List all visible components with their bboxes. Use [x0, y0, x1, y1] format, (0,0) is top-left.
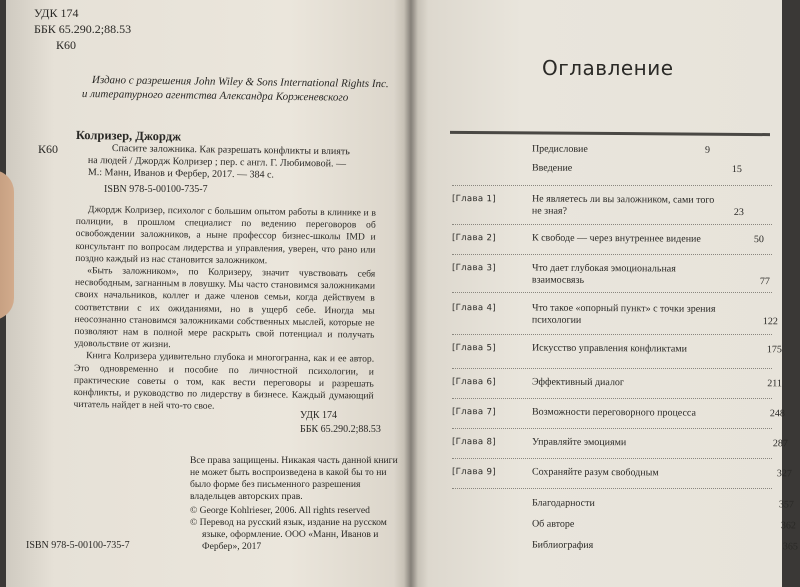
toc-item: [452, 162, 782, 194]
toc-item: [451, 406, 785, 438]
toc-item-name: Предисловие: [531, 143, 588, 155]
toc-page-number: 15: [731, 163, 742, 176]
toc-page-number: 23: [733, 206, 744, 219]
toc-separator: [452, 292, 772, 293]
toc-page-number: 175: [766, 344, 782, 356]
toc-separator: [452, 458, 772, 459]
toc-page-number: 122: [762, 316, 778, 328]
toc-separator: [452, 334, 772, 335]
toc-page-number: 248: [769, 408, 785, 420]
toc-page-number: 357: [778, 499, 794, 511]
copyright-line-1: © George Kohlrieser, 2006. All rights reserved: [190, 505, 370, 516]
toc-separator: [452, 254, 772, 255]
toc-chapter-label: [Глава 7]: [451, 406, 496, 418]
author-heading: Колризер, Джордж: [75, 128, 182, 144]
top-code: К60: [56, 38, 77, 52]
toc-item-name: Сохраняйте разум свободным: [531, 466, 659, 479]
copyright-block: [190, 505, 404, 553]
toc-chapter-label: [Глава 3]: [451, 262, 496, 274]
toc-chapter-label: [Глава 2]: [451, 232, 496, 244]
toc-separator: [452, 185, 772, 186]
top-bbk: ББК 65.290.2;88.53: [34, 22, 132, 36]
toc-page-number: 77: [759, 276, 770, 288]
copyright-line-2: © Перевод на русский язык, издание на русском языке, оформление. ООО «Манн, Иванов и Фербер», 2017: [190, 517, 387, 552]
toc-item-name: Благодарности: [531, 497, 595, 509]
toc-chapter-label: [Глава 1]: [451, 193, 496, 205]
toc-chapter-label: [Глава 5]: [451, 342, 496, 354]
toc-page-number: 365: [782, 541, 798, 553]
toc-chapter-label: [Глава 6]: [451, 376, 496, 388]
toc-item-name: Введение: [531, 162, 573, 174]
annotation-paragraph-2: «Быть заложником», по Колризеру, значит чувствовать себя несвободным, загнанным в ловушку. Мы часто становимся заложниками своих начальников, коллег и даже членов семьи, когда действуем в соответствии с их ожиданиями, но в ущерб себе. Иногда мы неосознанно становимся заложниками собственных мыслей, которые не позволяют нам в полной мере раскрыть свой потенциал и получать удовольствие от жизни.: [74, 265, 376, 351]
toc-item: [452, 302, 782, 334]
toc-item: [452, 262, 782, 294]
toc-item: [452, 376, 782, 408]
toc-page-number: 9: [704, 144, 710, 156]
toc-item-name: К свободе — через внутреннее видение: [531, 232, 701, 245]
bottom-udk: УДК 174: [300, 410, 338, 421]
toc-item-name: Что такое «опорный пункт» с точки зрения психологии: [531, 302, 716, 326]
toc-page-number: 211: [767, 378, 782, 390]
toc-item: [451, 436, 788, 468]
top-udk: УДК 174: [34, 6, 79, 20]
annotation: [73, 204, 376, 415]
toc-item: [452, 539, 798, 571]
publisher-note-line-2: и литературного агентства Александра Корженевского: [81, 88, 349, 104]
bottom-bbk: ББК 65.290.2;88.53: [300, 424, 381, 435]
toc-page-number: 327: [776, 468, 792, 480]
toc-chapter-label: [Глава 4]: [451, 302, 496, 314]
rights-notice: Все права защищены. Никакая часть данной книги не может быть воспроизведена в какой бы то ни было форме без письменного разрешения владельцев авторских прав.: [190, 455, 398, 502]
annotation-paragraph-1: Джордж Колризер, психолог с большим опытом работы в клинике и в полиции, в прошлом специалист по ведению переговоров об освобождении заложников, а ныне профессор бизнес-школы IMD и консультант по вопросам лидерства и управления, уверен, что рано или поздно каждый из нас становится заложником.: [75, 204, 376, 267]
description-line-2: на людей / Джордж Колризер ; пер. с англ. Г. Любимовой. —: [87, 155, 347, 170]
toc-item-name: Управляйте эмоциями: [531, 436, 627, 449]
toc-page-number: 287: [772, 438, 788, 450]
toc-chapter-label: [Глава 8]: [451, 436, 496, 448]
book-gutter: [404, 0, 418, 587]
annotation-paragraph-3: Книга Колризера удивительно глубока и многогранна, как и ее автор. Это одновременно и пособие по личностной психологии, и практические советы о том, как вести переговоры и разрешать конфликты, и руководство по лидерству в бизнесе. Каждый думающий читатель найдет в ней что-то свое.: [73, 350, 375, 412]
toc-item: [452, 193, 782, 225]
toc-separator: [452, 428, 772, 429]
toc-item-name: Не являетесь ли вы заложником, сами того не зная?: [531, 193, 715, 217]
toc-separator: [452, 398, 772, 399]
toc-item-name: Искусство управления конфликтами: [531, 342, 687, 355]
toc-item-name: Что дает глубокая эмоциональная взаимосвязь: [531, 262, 676, 286]
toc-separator: [452, 368, 772, 369]
toc-chapter-label: [Глава 9]: [451, 466, 496, 478]
isbn: ISBN 978-5-00100-735-7: [104, 184, 208, 195]
toc-separator: [452, 224, 772, 225]
toc-item-name: Об авторе: [531, 518, 575, 530]
toc-item-name: Библиография: [531, 539, 594, 551]
bottom-isbn: ISBN 978-5-00100-735-7: [26, 540, 130, 551]
toc-title: Оглавление: [542, 56, 674, 80]
toc-item-name: Возможности переговорного процесса: [531, 406, 696, 419]
thumb: [0, 170, 14, 320]
toc-page-number: 50: [753, 234, 764, 246]
publisher-note-line-1: Издано с разрешения John Wiley & Sons International Rights Inc.: [91, 74, 389, 91]
toc-item: [452, 342, 782, 374]
description-line-1: Спасите заложника. Как разрешать конфликты и влиять: [111, 143, 350, 158]
toc-item: [451, 466, 792, 498]
toc-item: [452, 232, 782, 264]
toc-item-name: Эффективный диалог: [531, 376, 625, 389]
toc-page-number: 362: [780, 520, 796, 532]
description-line-3: М.: Манн, Иванов и Фербер, 2017. — 384 с.: [87, 167, 275, 181]
catalog-code: К60: [38, 142, 59, 156]
toc-separator: [452, 488, 772, 489]
